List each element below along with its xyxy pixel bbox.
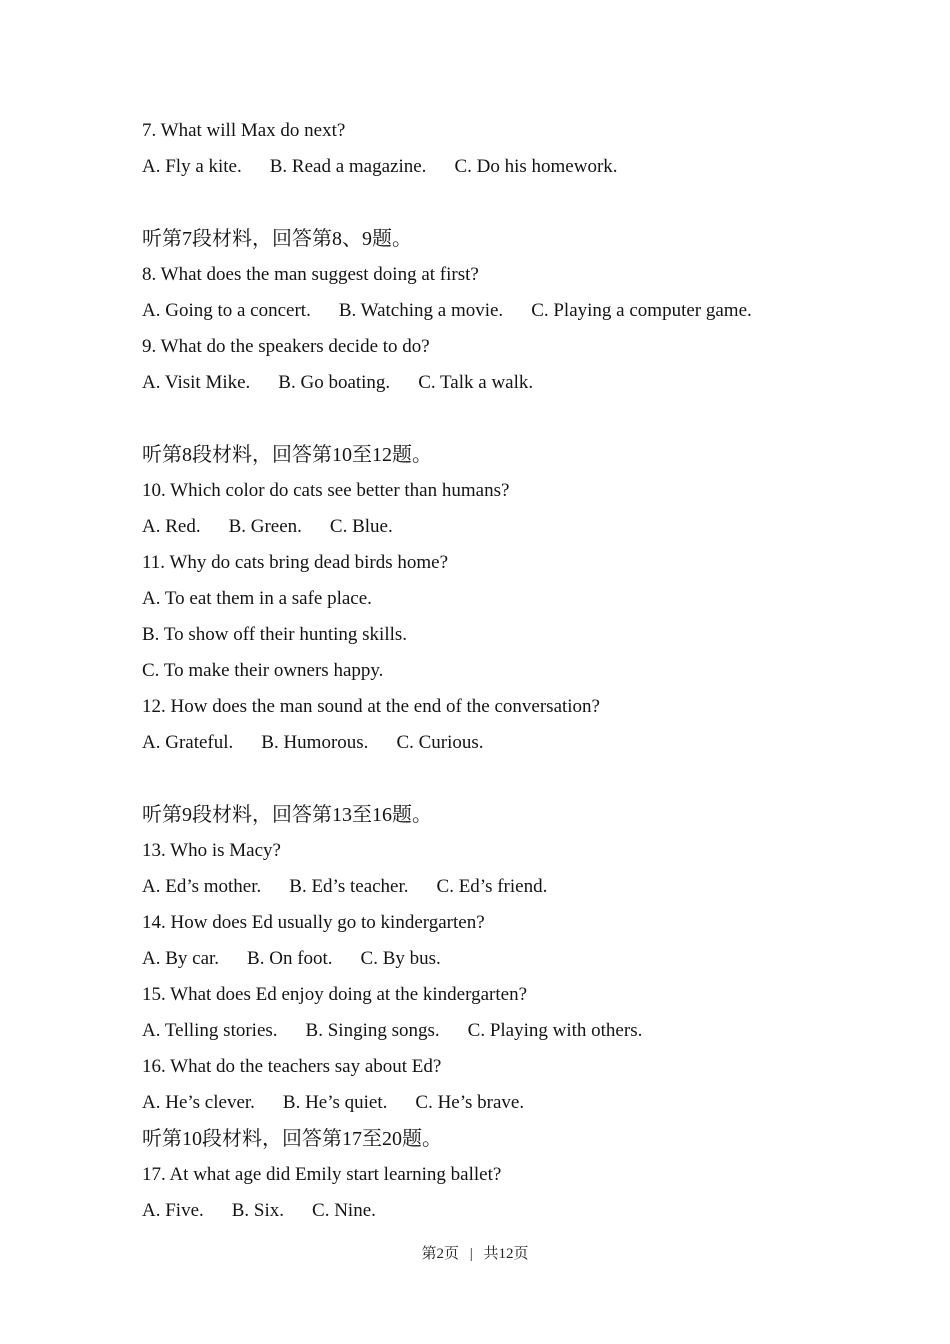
- option-item: C. Blue.: [329, 516, 393, 537]
- section-instruction: 听第7段材料，回答第8、9题。: [142, 228, 412, 250]
- option-item: A. Fly a kite.: [142, 156, 242, 177]
- exam-content: [142, 113, 912, 1229]
- options-row: [142, 1013, 912, 1049]
- options-row: [142, 1193, 912, 1229]
- question-text: 12. How does the man sound at the end of the conversation?: [142, 696, 600, 717]
- option-item: A. Visit Mike.: [142, 372, 251, 393]
- question-text: 13. Who is Macy?: [142, 840, 281, 861]
- option-item: B. Read a magazine.: [269, 156, 427, 177]
- footer-separator: |: [469, 1246, 473, 1262]
- question-text: 7. What will Max do next?: [142, 120, 346, 141]
- option-item: B. On foot.: [247, 948, 333, 969]
- option-item: B. Humorous.: [261, 732, 369, 753]
- option-item: A. Ed’s mother.: [142, 876, 262, 897]
- question-text: 15. What does Ed enjoy doing at the kindergarten?: [142, 984, 528, 1005]
- option-item: A. Grateful.: [142, 732, 234, 753]
- option-item: B. Go boating.: [278, 372, 391, 393]
- option-line: C. To make their owners happy.: [142, 660, 384, 681]
- option-item: A. Going to a concert.: [142, 300, 311, 321]
- options-row: [142, 509, 912, 545]
- option-item: A. Telling stories.: [142, 1020, 278, 1041]
- option-line: A. To eat them in a safe place.: [142, 588, 372, 609]
- option-item: C. Nine.: [312, 1200, 376, 1221]
- footer-total-pages: 共12页: [483, 1246, 529, 1262]
- option-item: B. Green.: [228, 516, 302, 537]
- question-text: 10. Which color do cats see better than humans?: [142, 480, 510, 501]
- page-footer: [0, 1241, 950, 1267]
- option-item: A. Red.: [142, 516, 201, 537]
- option-item: C. By bus.: [360, 948, 441, 969]
- options-row: [142, 365, 912, 401]
- option-line: B. To show off their hunting skills.: [142, 624, 408, 645]
- section-instruction: 听第10段材料，回答第17至20题。: [142, 1128, 442, 1150]
- option-item: B. Ed’s teacher.: [289, 876, 409, 897]
- option-item: A. Five.: [142, 1200, 204, 1221]
- options-row: [142, 941, 912, 977]
- option-item: C. Playing a computer game.: [531, 300, 752, 321]
- question-text: 8. What does the man suggest doing at first?: [142, 264, 479, 285]
- question-text: 9. What do the speakers decide to do?: [142, 336, 430, 357]
- section-instruction: 听第9段材料，回答第13至16题。: [142, 804, 432, 826]
- options-row: [142, 149, 912, 185]
- options-row: [142, 1085, 912, 1121]
- option-item: A. He’s clever.: [142, 1092, 255, 1113]
- question-text: 14. How does Ed usually go to kindergarten?: [142, 912, 485, 933]
- option-item: B. Watching a movie.: [338, 300, 504, 321]
- option-item: B. Singing songs.: [305, 1020, 440, 1041]
- option-item: C. Curious.: [396, 732, 484, 753]
- option-item: C. Do his homework.: [454, 156, 618, 177]
- options-row: [142, 725, 912, 761]
- footer-current-page: 第2页: [421, 1246, 459, 1262]
- option-item: C. Ed’s friend.: [436, 876, 548, 897]
- option-item: A. By car.: [142, 948, 220, 969]
- option-item: B. He’s quiet.: [282, 1092, 388, 1113]
- question-text: 17. At what age did Emily start learning ballet?: [142, 1164, 502, 1185]
- question-text: 11. Why do cats bring dead birds home?: [142, 552, 449, 573]
- options-row: [142, 869, 912, 905]
- options-row: [142, 293, 912, 329]
- option-item: C. He’s brave.: [415, 1092, 525, 1113]
- option-item: B. Six.: [231, 1200, 285, 1221]
- option-item: C. Talk a walk.: [418, 372, 534, 393]
- question-text: 16. What do the teachers say about Ed?: [142, 1056, 442, 1077]
- option-item: C. Playing with others.: [467, 1020, 643, 1041]
- section-instruction: 听第8段材料，回答第10至12题。: [142, 444, 432, 466]
